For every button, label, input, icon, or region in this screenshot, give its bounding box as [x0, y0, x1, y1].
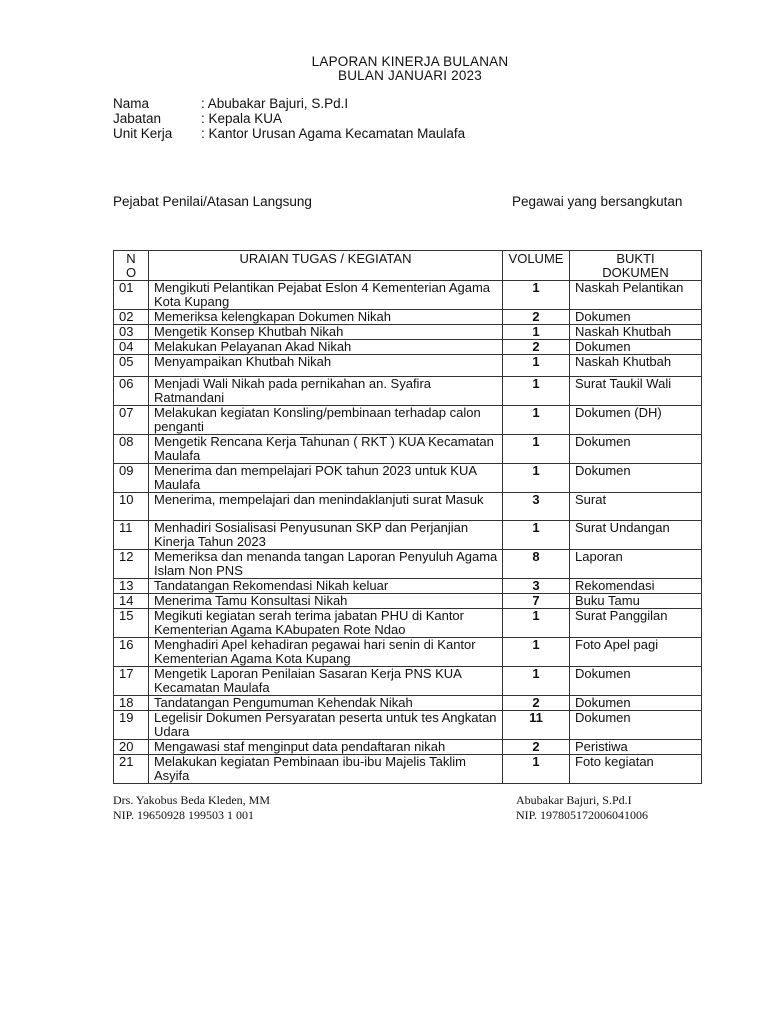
header-volume [503, 251, 570, 281]
volume-cell: 1 [503, 406, 570, 435]
task-description-cell: Megikuti kegiatan serah terima jabatan PHU di Kantor Kementerian Agama KAbupaten Rote Ndao [149, 609, 503, 638]
evidence-document-cell: Naskah Pelantikan [570, 281, 702, 310]
task-description-cell: Menghadiri Apel kehadiran pegawai hari senin di Kantor Kementerian Agama Kota Kupang [149, 638, 503, 667]
volume-cell: 2 [503, 696, 570, 711]
table-row [114, 281, 702, 310]
table-row [114, 550, 702, 579]
evidence-document-cell: Surat Panggilan [570, 609, 702, 638]
row-number-cell: 12 [114, 550, 149, 579]
evidence-document-cell: Naskah Khutbah [570, 325, 702, 340]
evidence-document-cell: Dokumen [570, 711, 702, 740]
row-number-cell: 14 [114, 594, 149, 609]
evidence-document-cell: Buku Tamu [570, 594, 702, 609]
task-description-cell: Melakukan kegiatan Konsling/pembinaan terhadap calon penganti [149, 406, 503, 435]
evidence-document-cell: Surat Undangan [570, 521, 702, 550]
volume-cell: 11 [503, 711, 570, 740]
volume-cell: 7 [503, 594, 570, 609]
task-description-cell: Melakukan Pelayanan Akad Nikah [149, 340, 503, 355]
identity-label: Nama [113, 96, 150, 111]
assessor-signature [113, 793, 270, 823]
header-task [149, 251, 503, 281]
task-description-cell: Memeriksa kelengkapan Dokumen Nikah [149, 310, 503, 325]
volume-cell: 2 [503, 740, 570, 755]
table-row [114, 579, 702, 594]
volume-cell: 2 [503, 310, 570, 325]
volume-cell: 2 [503, 340, 570, 355]
header-bukti-label: BUKTI DOKUMEN [602, 251, 669, 280]
row-number-cell: 21 [114, 755, 149, 784]
evidence-document-cell: Foto kegiatan [570, 755, 702, 784]
task-description-cell: Tandatangan Rekomendasi Nikah keluar [149, 579, 503, 594]
volume-cell: 3 [503, 493, 570, 521]
row-number-cell: 08 [114, 435, 149, 464]
table-row [114, 740, 702, 755]
row-number-cell: 17 [114, 667, 149, 696]
identity-value: : Abubakar Bajuri, S.Pd.I [201, 96, 349, 111]
task-description-cell: Mengawasi staf menginput data pendaftaran nikah [149, 740, 503, 755]
evidence-document-cell: Dokumen [570, 435, 702, 464]
table-row [114, 310, 702, 325]
evidence-document-cell: Foto Apel pagi [570, 638, 702, 667]
row-number-cell: 02 [114, 310, 149, 325]
employee-nip: NIP. 197805172006041006 [516, 808, 649, 822]
volume-cell: 1 [503, 325, 570, 340]
table-row [114, 435, 702, 464]
evidence-document-cell: Surat Taukil Wali [570, 377, 702, 406]
table-row [114, 755, 702, 784]
task-description-cell: Memeriksa dan menanda tangan Laporan Penyuluh Agama Islam Non PNS [149, 550, 503, 579]
task-description-cell: Menyampaikan Khutbah Nikah [149, 355, 503, 377]
row-number-cell: 19 [114, 711, 149, 740]
report-period: BULAN JANUARI 2023 [338, 68, 482, 83]
table-row [114, 406, 702, 435]
table-row [114, 464, 702, 493]
identity-row-position [113, 111, 465, 126]
evidence-document-cell: Dokumen (DH) [570, 406, 702, 435]
table-row [114, 340, 702, 355]
row-number-cell: 04 [114, 340, 149, 355]
volume-cell: 1 [503, 377, 570, 406]
volume-cell: 1 [503, 755, 570, 784]
volume-cell: 1 [503, 638, 570, 667]
row-number-cell: 05 [114, 355, 149, 377]
table-row [114, 521, 702, 550]
assessor-nip: NIP. 19650928 199503 1 001 [113, 808, 255, 822]
table-row [114, 355, 702, 377]
row-number-cell: 13 [114, 579, 149, 594]
identity-row-name [113, 96, 465, 111]
row-number-cell: 03 [114, 325, 149, 340]
table-body [114, 281, 702, 784]
table-row [114, 667, 702, 696]
evidence-document-cell: Dokumen [570, 310, 702, 325]
row-number-cell: 10 [114, 493, 149, 521]
identity-value: : Kepala KUA [201, 111, 283, 126]
task-description-cell: Tandatangan Pengumuman Kehendak Nikah [149, 696, 503, 711]
assessor-name: Drs. Yakobus Beda Kleden, MM [113, 793, 270, 807]
task-description-cell: Melakukan kegiatan Pembinaan ibu-ibu Majelis Taklim Asyifa [149, 755, 503, 784]
table-row [114, 696, 702, 711]
activity-table [113, 250, 702, 784]
task-description-cell: Menerima, mempelajari dan menindaklanjuti surat Masuk [149, 493, 503, 521]
row-number-cell: 09 [114, 464, 149, 493]
table-header-row [114, 251, 702, 281]
identity-value: : Kantor Urusan Agama Kecamatan Maulafa [201, 126, 466, 141]
table-row [114, 377, 702, 406]
evidence-document-cell: Peristiwa [570, 740, 702, 755]
task-description-cell: Menhadiri Sosialisasi Penyusunan SKP dan Perjanjian Kinerja Tahun 2023 [149, 521, 503, 550]
header-bukti [570, 251, 702, 281]
table-row [114, 609, 702, 638]
report-title: LAPORAN KINERJA BULANAN [311, 54, 509, 69]
employee-name: Abubakar Bajuri, S.Pd.I [516, 793, 632, 807]
volume-cell: 1 [503, 435, 570, 464]
evidence-document-cell: Surat [570, 493, 702, 521]
row-number-cell: 18 [114, 696, 149, 711]
row-number-cell: 11 [114, 521, 149, 550]
volume-cell: 1 [503, 521, 570, 550]
task-description-cell: Menerima Tamu Konsultasi Nikah [149, 594, 503, 609]
row-number-cell: 20 [114, 740, 149, 755]
evidence-document-cell: Dokumen [570, 696, 702, 711]
volume-cell: 1 [503, 281, 570, 310]
volume-cell: 1 [503, 464, 570, 493]
volume-cell: 1 [503, 609, 570, 638]
identity-block [113, 96, 465, 141]
table-row [114, 711, 702, 740]
employee-heading: Pegawai yang bersangkutan [512, 194, 683, 209]
task-description-cell: Mengetik Konsep Khutbah Nikah [149, 325, 503, 340]
row-number-cell: 07 [114, 406, 149, 435]
evidence-document-cell: Naskah Khutbah [570, 355, 702, 377]
table-row [114, 638, 702, 667]
identity-label: Jabatan [113, 111, 162, 126]
evidence-document-cell: Dokumen [570, 464, 702, 493]
task-description-cell: Legelisir Dokumen Persyaratan peserta untuk tes Angkatan Udara [149, 711, 503, 740]
header-no-label: N O [125, 251, 137, 280]
volume-cell: 3 [503, 579, 570, 594]
table-row [114, 493, 702, 521]
table-row [114, 325, 702, 340]
header-no [114, 251, 149, 281]
evidence-document-cell: Rekomendasi [570, 579, 702, 594]
row-number-cell: 16 [114, 638, 149, 667]
volume-cell: 8 [503, 550, 570, 579]
employee-signature [516, 793, 648, 823]
evidence-document-cell: Laporan [570, 550, 702, 579]
evidence-document-cell: Dokumen [570, 667, 702, 696]
row-number-cell: 15 [114, 609, 149, 638]
volume-cell: 1 [503, 667, 570, 696]
task-description-cell: Menerima dan mempelajari POK tahun 2023 untuk KUA Maulafa [149, 464, 503, 493]
header-task-label: URAIAN TUGAS / KEGIATAN [239, 251, 412, 266]
identity-label: Unit Kerja [113, 126, 173, 141]
assessor-heading: Pejabat Penilai/Atasan Langsung [113, 194, 312, 209]
row-number-cell: 01 [114, 281, 149, 310]
table-row [114, 594, 702, 609]
evidence-document-cell: Dokumen [570, 340, 702, 355]
row-number-cell: 06 [114, 377, 149, 406]
identity-row-unit [113, 126, 465, 141]
volume-cell: 1 [503, 355, 570, 377]
task-description-cell: Menjadi Wali Nikah pada pernikahan an. Syafira Ratmandani [149, 377, 503, 406]
task-description-cell: Mengetik Rencana Kerja Tahunan ( RKT ) KUA Kecamatan Maulafa [149, 435, 503, 464]
task-description-cell: Mengikuti Pelantikan Pejabat Eslon 4 Kementerian Agama Kota Kupang [149, 281, 503, 310]
task-description-cell: Mengetik Laporan Penilaian Sasaran Kerja PNS KUA Kecamatan Maulafa [149, 667, 503, 696]
header-volume-label: VOLUME [508, 251, 564, 266]
